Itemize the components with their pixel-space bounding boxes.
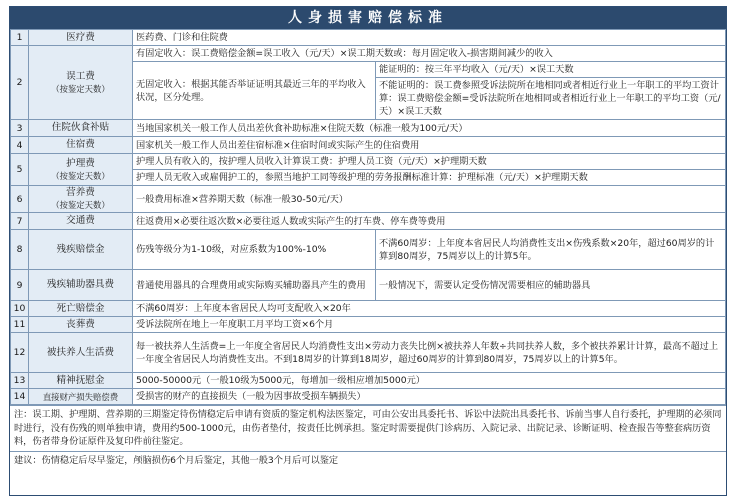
- table-row: [11, 186, 726, 213]
- table-row: [11, 154, 726, 170]
- table-row: [11, 389, 726, 405]
- item-content: 一般费用标准×营养期天数（标准一般30-50元/天）: [133, 186, 726, 213]
- row-number: 5: [11, 154, 29, 186]
- item-name: [29, 154, 133, 186]
- row-number: 2: [11, 46, 29, 120]
- item-content-fixed-income: 有固定收入：误工费赔偿金额=误工收入（元/天）×误工期天数或：每月固定收入-损害期间减少的收入: [133, 46, 726, 62]
- row-number: 12: [11, 333, 29, 373]
- item-name: 医疗费: [29, 30, 133, 46]
- table-row: [11, 333, 726, 373]
- item-name: 残疾辅助器具费: [29, 270, 133, 301]
- row-number: 3: [11, 120, 29, 137]
- item-subtitle: （按鉴定天数）: [51, 170, 110, 181]
- item-name: 住宿费: [29, 137, 133, 154]
- page-title: 人身损害赔偿标准: [10, 7, 726, 29]
- item-content-provable: 能证明的：按三年平均收入（元/天）×误工天数: [376, 62, 726, 78]
- item-content-no-fixed-income: 无固定收入：根据其能否举证证明其最近三年的平均收入状况，区分处理。: [133, 62, 376, 120]
- compensation-table: [10, 29, 726, 405]
- table-row: [11, 270, 726, 301]
- table-row: [11, 317, 726, 333]
- table-row: [11, 301, 726, 317]
- item-content: 5000-50000元（一般10级为5000元，每增加一级相应增加5000元）: [133, 373, 726, 389]
- suggestion-line: 建议：伤情稳定后尽早鉴定，颅脑损伤6个月后鉴定，其他一般3个月后可以鉴定: [10, 451, 726, 469]
- row-number: 6: [11, 186, 29, 213]
- row-number: 7: [11, 213, 29, 230]
- item-title: 护理费: [66, 157, 95, 169]
- item-content-with-income: 护理人员有收入的，按护理人员收入计算误工费：护理人员工资（元/天）×护理期天数: [133, 154, 726, 170]
- item-content: 每一被扶养人生活费=上一年度全省居民人均消费性支出×劳动力丧失比例×被扶养人年数÷共同扶养人数，多个被扶养累计计算，最高不超过上一年度全省居民人均消费性支出。不到18周岁的计算到18周岁，超过60周岁的计算到80周岁，75周岁以上的计算5年。: [133, 333, 726, 373]
- item-content: 医药费、门诊和住院费: [133, 30, 726, 46]
- table-row: [11, 213, 726, 230]
- item-title: 营养费: [66, 187, 95, 198]
- table-row: [11, 30, 726, 46]
- table-row: [11, 120, 726, 137]
- row-number: 13: [11, 373, 29, 389]
- item-name: [29, 186, 133, 213]
- row-number: 11: [11, 317, 29, 333]
- notes-paragraph: 注：误工期、护理期、营养期的三期鉴定待伤情稳定后申请有资质的鉴定机构法医鉴定，可由公安出具委托书、诉讼中法院出具委托书、诉前当事人自行委托，护理期的必须同时进行，没有伤残的则单独申请，费用约500-1000元，由伤者垫付，按责任比例承担。鉴定时需要提供门诊病历、入院记录、出院记录、诊断证明、检查报告等整套病历资料，伤者带身份证原件及复印件前往鉴定。: [10, 405, 726, 451]
- item-name: 交通费: [29, 213, 133, 230]
- item-content: 受损害的财产的直接损失（一般为因事故受损车辆损失）: [133, 389, 726, 405]
- item-content: 国家机关一般工作人员出差住宿标准×住宿时间或实际产生的住宿费用: [133, 137, 726, 154]
- table-row: [11, 230, 726, 270]
- item-content: 受诉法院所在地上一年度职工月平均工资×6个月: [133, 317, 726, 333]
- item-name: 丧葬费: [29, 317, 133, 333]
- item-content-without-income: 护理人员无收入或雇佣护工的，参照当地护工同等级护理的劳务报酬标准计算：护理标准（元/天）×护理期天数: [133, 170, 726, 186]
- row-number: 8: [11, 230, 29, 270]
- item-name: [29, 46, 133, 120]
- item-name: 被扶养人生活费: [29, 333, 133, 373]
- item-content-left: 普通使用器具的合理费用或实际购买辅助器具产生的费用: [133, 270, 376, 301]
- item-content: 不满60周岁：上年度本省居民人均可支配收入×20年: [133, 301, 726, 317]
- table-row: [11, 373, 726, 389]
- item-name: 死亡赔偿金: [29, 301, 133, 317]
- row-number: 4: [11, 137, 29, 154]
- item-content-right: 不满60周岁：上年度本省居民人均消费性支出×伤残系数×20年，超过60周岁的计算到80周岁，75周岁以上的计算5年。: [376, 230, 726, 270]
- item-title: 误工费: [66, 70, 95, 82]
- item-name: 直接财产损失赔偿费: [29, 389, 133, 405]
- table-row: [11, 46, 726, 62]
- item-subtitle: （按鉴定天数）: [51, 83, 110, 94]
- item-name: 精神抚慰金: [29, 373, 133, 389]
- row-number: 9: [11, 270, 29, 301]
- table-row: [11, 137, 726, 154]
- row-number: 10: [11, 301, 29, 317]
- item-name: 残疾赔偿金: [29, 230, 133, 270]
- item-content-unprovable: 不能证明的：误工费参照受诉法院所在地相同或者相近行业上一年职工的平均工资计算：误工费赔偿金额=受诉法院所在地相同或者相近行业上一年职工的平均工资（元/天）×误工天数: [376, 78, 726, 120]
- row-number: 1: [11, 30, 29, 46]
- item-content: 往返费用×必要往返次数×必要往返人数或实际产生的打车费、停车费等费用: [133, 213, 726, 230]
- row-number: 14: [11, 389, 29, 405]
- item-content-right: 一般情况下，需要认定受伤情况需要相应的辅助器具: [376, 270, 726, 301]
- item-content-left: 伤残等级分为1-10级，对应系数为100%-10%: [133, 230, 376, 270]
- item-name: 住院伙食补贴: [29, 120, 133, 137]
- compensation-standard-sheet: [9, 6, 727, 496]
- item-content: 当地国家机关一般工作人员出差伙食补助标准×住院天数（标准一般为100元/天）: [133, 120, 726, 137]
- item-subtitle: （按鉴定天数）: [51, 200, 110, 210]
